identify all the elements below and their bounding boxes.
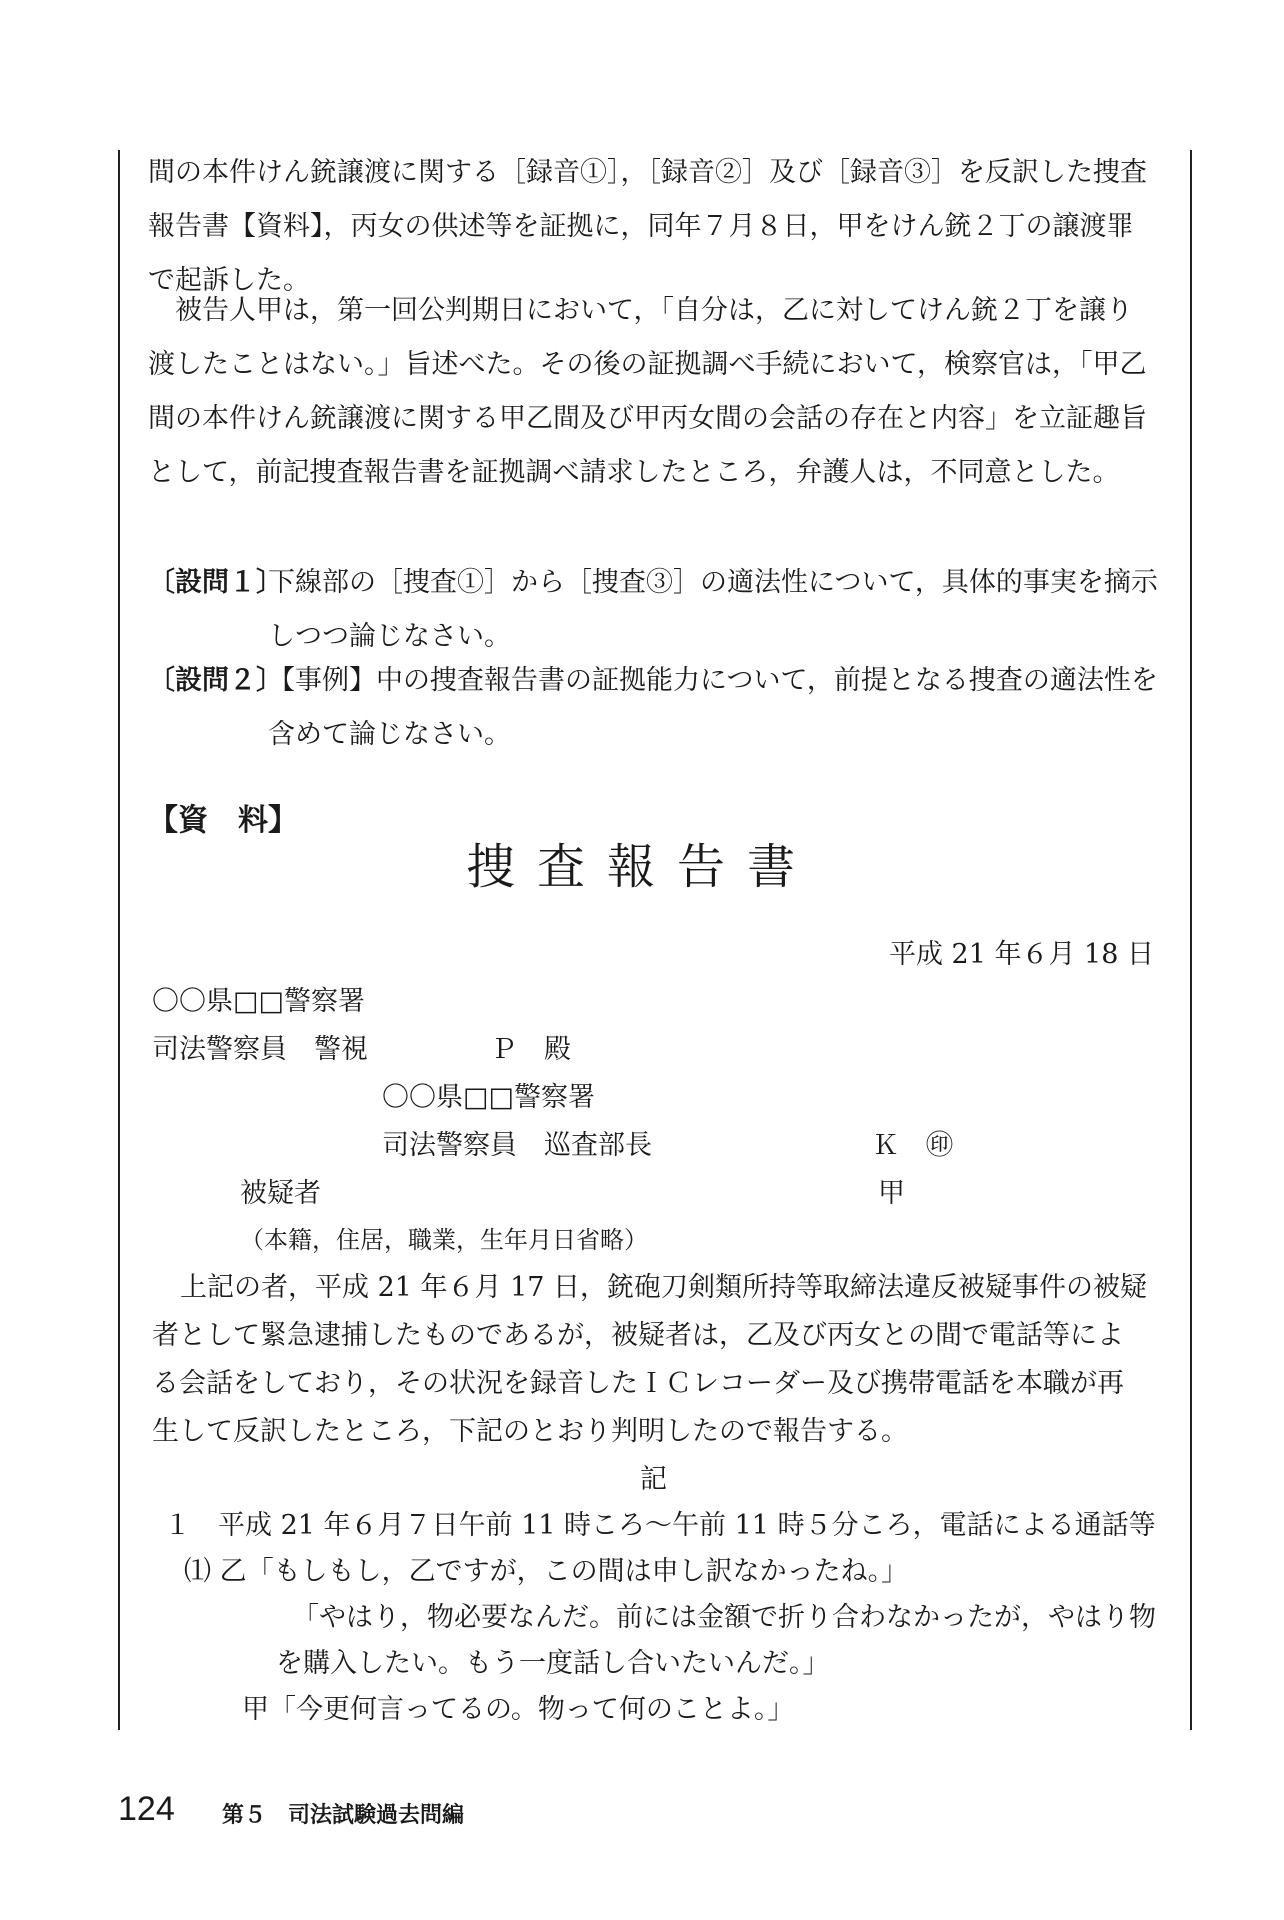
report-body-line: 生して反訳したところ，下記のとおり判明したので報告する。 (152, 1416, 908, 1447)
question-1-tag: 〔設問１〕 (148, 567, 283, 598)
dialogue-line-3: 甲「今更何言ってるの。物って何のことよ。」 (242, 1694, 795, 1725)
left-margin-rule (118, 150, 120, 1730)
report-body-line: 上記の者，平成 21 年６月 17 日，銃砲刀剣類所持等取締法違反被疑事件の被疑 (180, 1272, 1148, 1303)
body-paragraph-1: 間の本件けん銃譲渡に関する［録音①］，［録音②］及び［録音③］を反訳した捜査報告書【資料】，丙女の供述等を証拠に，同年７月８日，甲をけん銃２丁の譲渡罪で起訴した。 (148, 157, 1147, 296)
sender-rank: 司法警察員 巡査部長 (382, 1130, 652, 1161)
question-1-text: 下線部の［捜査①］から［捜査③］の適法性について，具体的事実を摘示しつつ論じなさい。 (268, 567, 1158, 652)
question-2-tag: 〔設問２〕 (148, 665, 283, 696)
sender-name-seal: Ｋ ㊞ (872, 1130, 953, 1161)
page-number: 124 (118, 1790, 175, 1828)
document-heading: 【資 料】 (148, 803, 298, 838)
suspect-name: 甲 (878, 1178, 905, 1209)
suspect-note: （本籍，住居，職業，生年月日省略） (240, 1226, 648, 1254)
suspect-label: 被疑者 (240, 1178, 321, 1209)
right-margin-rule (1190, 150, 1192, 1730)
dialogue-line-2b: を購入したい。もう一度話し合いたいんだ。」 (276, 1648, 830, 1679)
chapter-label: 第５ 司法試験過去問編 (222, 1803, 465, 1828)
report-body-line: 者として緊急逮捕したものであるが，被疑者は，乙及び丙女との間で電話等によ (152, 1320, 1124, 1351)
dialogue-line-2a: 「やはり，物必要なんだ。前には金額で折り合わなかったが，やはり物 (292, 1602, 1156, 1633)
document-date: 平成 21 年６月 18 日 (888, 939, 1154, 970)
question-2-text: 【事例】中の捜査報告書の証拠能力について，前提となる捜査の適法性を含めて論じなさい。 (268, 665, 1158, 750)
item-1-heading: １ 平成 21 年６月７日午前 11 時ころ～午前 11 時５分ころ，電話による通話等 (164, 1510, 1156, 1541)
body-paragraph-2: 被告人甲は，第一回公判期日において，「自分は，乙に対してけん銃２丁を譲り渡したことはない。」旨述べた。その後の証拠調べ手続において，検察官は，「甲乙間の本件けん銃譲渡に関する甲乙間及び甲丙女間の会話の存在と内容」を立証趣旨として，前記捜査報告書を証拠調べ請求したところ，弁護人は，不同意とした。 (148, 295, 1147, 488)
sender-office: 〇〇県□□警察署 (382, 1082, 596, 1113)
addressee-rank: 司法警察員 警視 (152, 1034, 368, 1065)
ki-marker: 記 (640, 1464, 667, 1495)
addressee-name: Ｐ 殿 (490, 1034, 571, 1065)
report-body-line: る会話をしており，その状況を録音したＩＣレコーダー及び携帯電話を本職が再 (152, 1368, 1124, 1399)
addressee-office: 〇〇県□□警察署 (152, 986, 366, 1017)
dialogue-line-1: ⑴ 乙「もしもし，乙ですが，この間は申し訳なかったね。」 (184, 1556, 909, 1587)
document-title: 捜査報告書 (466, 839, 817, 895)
